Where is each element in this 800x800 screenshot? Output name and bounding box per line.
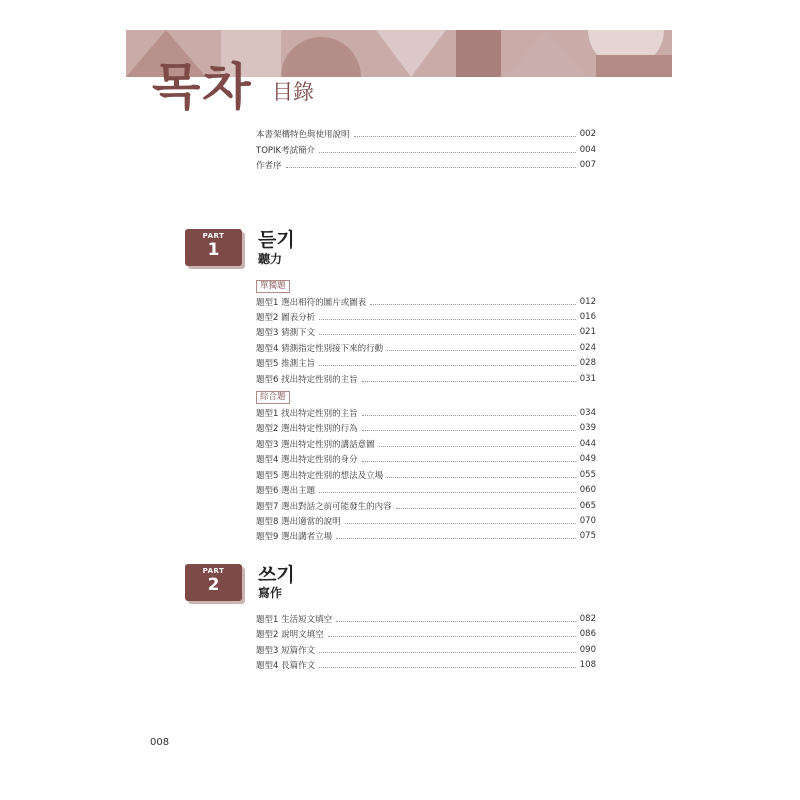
toc-entry-page: 021 — [579, 327, 596, 337]
toc-entry[interactable] — [256, 158, 596, 172]
toc-entry[interactable] — [256, 452, 596, 466]
toc-entry-label: 本書架構特色與使用說明 — [256, 130, 350, 140]
toc-entry-label: 題型4 猜測指定性別接下來的行動 — [256, 344, 384, 354]
toc-entry[interactable] — [256, 483, 596, 497]
part-title-zh: 寫作 — [258, 586, 283, 600]
toc-entry-page: 031 — [579, 374, 596, 384]
dot-leader — [362, 415, 576, 416]
toc-entry-label: 題型2 說明文填空 — [256, 630, 324, 640]
toc-entry-page: 004 — [579, 145, 596, 155]
dot-leader — [286, 167, 576, 168]
section-tag: 單獨題 — [256, 280, 290, 293]
toc-entry-label: 題型3 猜測下文 — [256, 328, 316, 338]
toc-entry-page: 012 — [579, 297, 596, 307]
part-badge-word: PART — [202, 232, 225, 240]
toc-entry-label: 題型9 選出講者立場 — [256, 532, 333, 542]
toc-entry[interactable] — [256, 406, 596, 420]
toc-entry-page: 007 — [579, 160, 596, 170]
dot-leader — [336, 538, 576, 539]
toc-entry[interactable] — [256, 421, 596, 435]
toc-entry-label: 題型8 選出適當的說明 — [256, 517, 341, 527]
toc-entry[interactable] — [256, 627, 596, 641]
toc-entry[interactable] — [256, 468, 596, 482]
dot-leader — [362, 430, 576, 431]
toc-entry-page: 024 — [579, 343, 596, 353]
dot-leader — [354, 136, 576, 137]
toc-entry-page: 060 — [579, 485, 596, 495]
toc-entry[interactable] — [256, 499, 596, 513]
toc-entry[interactable] — [256, 529, 596, 543]
toc-entry-page: 039 — [579, 423, 596, 433]
toc-entry[interactable] — [256, 514, 596, 528]
toc-entry-label: 題型2 選出特定性別的行為 — [256, 424, 358, 434]
page-title: 목차 — [152, 58, 253, 116]
dot-leader — [362, 461, 576, 462]
toc-entry-label: 題型1 找出特定性別的主旨 — [256, 409, 358, 419]
dot-leader — [370, 304, 576, 305]
part-badge-word: PART — [202, 567, 225, 575]
part-title-zh: 聽力 — [258, 252, 283, 266]
toc-entry-label: 題型7 選出對話之前可能發生的內容 — [256, 502, 392, 512]
toc-entry[interactable] — [256, 310, 596, 324]
dot-leader — [336, 621, 576, 622]
toc-entry-page: 070 — [579, 516, 596, 526]
toc-entry[interactable] — [256, 372, 596, 386]
dot-leader — [387, 477, 576, 478]
dot-leader — [362, 381, 576, 382]
toc-entry-label: 題型6 選出主題 — [256, 486, 316, 496]
toc-entry-page: 044 — [579, 439, 596, 449]
toc-entry-page: 075 — [579, 531, 596, 541]
toc-entry-label: 作者序 — [256, 161, 282, 171]
toc-entry-page: 065 — [579, 501, 596, 511]
dot-leader — [379, 446, 576, 447]
part-title-ko: 쓰기 — [258, 564, 295, 586]
toc-entry[interactable] — [256, 437, 596, 451]
toc-entry-page: 086 — [579, 629, 596, 639]
toc-entry[interactable] — [256, 127, 596, 141]
toc-entry[interactable] — [256, 643, 596, 657]
dot-leader — [319, 319, 576, 320]
toc-entry-label: 題型3 選出特定性別的講話意圖 — [256, 440, 375, 450]
toc-entry-page: 028 — [579, 358, 596, 368]
toc-entry[interactable] — [256, 143, 596, 157]
toc-entry[interactable] — [256, 658, 596, 672]
toc-entry-page: 082 — [579, 614, 596, 624]
part-title-ko: 듣기 — [258, 229, 295, 251]
toc-entry-label: 題型4 選出特定性別的身分 — [256, 455, 358, 465]
dot-leader — [345, 523, 576, 524]
dot-leader — [319, 152, 576, 153]
toc-entry[interactable] — [256, 612, 596, 626]
toc-entry-page: 090 — [579, 645, 596, 655]
dot-leader — [387, 350, 576, 351]
toc-entry[interactable] — [256, 341, 596, 355]
toc-entry-label: 題型3 短篇作文 — [256, 646, 316, 656]
toc-entry-page: 034 — [579, 408, 596, 418]
toc-entry-label: 題型4 長篇作文 — [256, 661, 316, 671]
toc-entry-label: TOPIK考試簡介 — [256, 146, 316, 156]
section-tag: 綜合題 — [256, 391, 290, 404]
toc-entry[interactable] — [256, 325, 596, 339]
toc-entry-label: 題型6 找出特定性別的主旨 — [256, 375, 358, 385]
toc-entry[interactable] — [256, 295, 596, 309]
toc-entry-page: 055 — [579, 470, 596, 480]
dot-leader — [319, 334, 576, 335]
toc-entry-page: 049 — [579, 454, 596, 464]
toc-entry-label: 題型1 選出相符的圖片或圖表 — [256, 298, 367, 308]
dot-leader — [319, 667, 576, 668]
dot-leader — [319, 492, 576, 493]
toc-entry[interactable] — [256, 356, 596, 370]
dot-leader — [396, 508, 576, 509]
dot-leader — [328, 636, 576, 637]
toc-entry-label: 題型1 生活短文填空 — [256, 615, 333, 625]
page-number: 008 — [150, 737, 170, 748]
toc-entry-page: 108 — [579, 660, 596, 670]
toc-entry-label: 題型2 圖表分析 — [256, 313, 316, 323]
part-badge — [185, 229, 242, 266]
dot-leader — [319, 652, 576, 653]
part-badge-number: 2 — [207, 575, 220, 595]
toc-entry-page: 016 — [579, 312, 596, 322]
toc-entry-label: 題型5 推測主旨 — [256, 359, 316, 369]
part-badge-number: 1 — [207, 240, 220, 260]
toc-entry-label: 題型5 選出特定性別的想法及立場 — [256, 471, 384, 481]
toc-entry-page: 002 — [579, 129, 596, 139]
dot-leader — [319, 365, 576, 366]
page-subtitle: 目錄 — [272, 80, 314, 104]
part-badge — [185, 564, 242, 601]
